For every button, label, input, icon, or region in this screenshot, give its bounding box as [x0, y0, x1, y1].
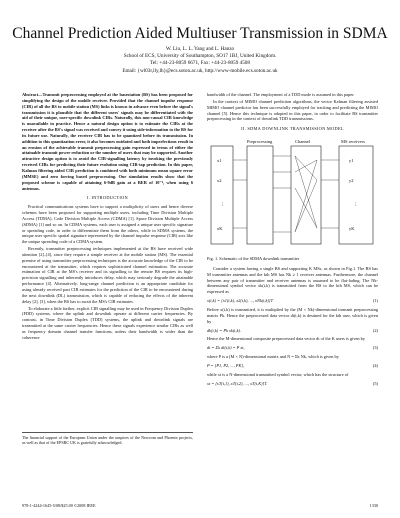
- page-footer: [22, 503, 378, 508]
- equation-number: (3): [372, 345, 378, 351]
- equation-body: xt = [xT(t,1), xT(t,2), ..., xT(t,K)]T.: [207, 380, 268, 386]
- equation-body: P = [P1, P2, ..., PK],: [207, 362, 245, 368]
- right-column: [207, 92, 378, 389]
- affiliation: School of ECS, University of Southampton, SO17 1BJ, United Kingdom.: [123, 53, 277, 60]
- intro-paragraph: Practical communications systems have to support a multiplicity of users and hence diverse schemes have been proposed for supporting multiple users, including Time Division Multiple Access (TDMA), Code Division Multiple Access (CDMA) [1], Space Division Multiple Access (SDMA) [1] and so on. In CDMA systems, each user is assigned a unique user specific signature or spreading code, in order to differentiate them from the others, while in SDMA systems, the unique user specific spatial signature represented by the channel impulse response (CIR) acts like the unique spreading code of a CDMA system.: [22, 204, 193, 245]
- equation-body: x(t,k) = [x1(t,k), x2(t,k), ..., xNk(t,k)]T: [207, 298, 274, 304]
- equation-body: dk(t,k) = Pk xk(t,k).: [207, 327, 242, 333]
- contact: Tel: +44-23-8059 6671, Fax: +44-23-8059 4508: [149, 60, 250, 67]
- paper-title: Channel Prediction Aided Multiuser Transmission in SDMA: [12, 25, 388, 42]
- equation-5: [207, 381, 378, 387]
- equation-number: (5): [372, 380, 378, 386]
- fig-label-preprocessing: Preprocessing: [247, 139, 273, 145]
- equation-4: [207, 363, 378, 369]
- equation-number: (2): [372, 327, 378, 333]
- author-block: [0, 46, 400, 75]
- abstract: Abstract—Transmit preprocessing employed at the basestation (BS) has been proposed for simplifying the design of the mobile receiver. Provided that the channel impulse response (CIR) of all the BS to mobile station (MS) links is known in advance even before the signal's transmission it is plausible that the different users' signals may be differentiated with the aid of their unique, user-specific downlink CIRs. Naturally, this non-causal CIR knowledge is unavailable in practice. Hence a natural design option is to estimate the CIRs at the receiver after the BS's signal was received and convey it using side-information to the BS for its future use. Naturally, the receiver CIR has to be quantized before its transmission. In addition to this quantization error, it also becomes outdated and both imperfections result in an erosion of the achievable transmit preprocessing gain expressed in terms of either the attainable transmit power reduction or the number of users that may be supported. Another attractive design option is to avoid the CIR-signalling latency by invoking the previously received CIRs for predicting their future evolution using CIR-tap prediction. In this paper, Kalman filtering aided CIR prediction is combined with both minimum mean square error (MMSE) and zero forcing based preprocessing. Our simulation results show that the proposed scheme is capable of attaining 6-9dB gain at a BER of 10⁻⁴, when using 6 antennas.: [22, 92, 193, 191]
- footer-copyright: 978-1-4244-1645-5/08/$25.00 ©2008 IEEE: [22, 503, 96, 508]
- body-paragraph: where P is a (M × N)-dimensional matrix and N = Σk Nk, which is given by: [207, 354, 339, 360]
- fig-input-label: x2: [217, 178, 222, 184]
- body-paragraph: while xt is a N-dimensional transmitted symbol vector, which has the structure of: [207, 371, 349, 377]
- fig-input-label: x1: [217, 158, 222, 164]
- intro-paragraph: To elaborate a little further, explicit CIR signalling may be used in Frequency Division Duplex (FDD) systems, where the uplink and downlink operate at different carrier frequencies. By contrast, in Time Division Duplex (TDD) systems, the uplink and downlink signals are transmitted at the same carrier frequencies. Hence these signals experience similar CIRs as well as frequency domain channel transfer functions, unless their bandwidth is wider than the coherence: [22, 305, 193, 340]
- footnote: The financial support of the European Union under the auspices of the Newcom and Phoenix projects, as well as that of the EPSRC UK is gratefully acknowledged.: [22, 432, 193, 446]
- equation-3: [207, 345, 378, 351]
- body-paragraph: Consider a system having a single BS and supporting K MSs, as shown in Fig.1. The BS has M transmitter antennas and the kth MS has Nk ≥ 1 receiver antennas. Furthermore, the channel between any pair of transmitter and receiver antennas is assumed to be flat-fading. The Nk-dimensional symbol vector xk(t,k) is transmitted from the BS to the kth MS, which can be expressed as: [207, 265, 378, 295]
- sdma-schematic: [207, 136, 378, 254]
- equation-number: (4): [372, 362, 378, 368]
- svg-text:⋮: ⋮: [353, 202, 358, 208]
- figure-caption: Fig. 1. Schematic of the SDMA downlink transmitter: [207, 256, 300, 262]
- fig-input-label: xK: [217, 226, 223, 232]
- body-paragraph: bandwidth of the channel. The employment of a TDD mode is assumed in this paper.: [207, 92, 355, 97]
- section-heading-introduction: I. INTRODUCTION: [87, 195, 128, 201]
- equation-1: [207, 298, 378, 304]
- fig-output-label: y2: [349, 178, 354, 184]
- intro-paragraph: Recently, transmitter preprocessing techniques implemented at the BS have received wide attention [2]–[4], since they require a simple receiver at the mobile station (MS). The essential premise of using transmitter preprocessing techniques is the accurate knowledge of the CIR to be encountered at the transmitter, which requires sophisticated channel estimation. The accurate estimation of CIR at the MS's receiver and its signalling to the remote BS requires its high-precision signalling and inherently introduces delay, which may seriously degrade the attainable performance [4]. Alternatively, long-range channel prediction is an appropriate candidate for using already received past CIR estimates for the prediction of the CIR to be encountered during the next downlink (DL) transmission, which is capable of reducing the effects of the inherent delay [2], [3], when the BS has to await the MS's CIR estimates.: [22, 246, 193, 304]
- body-paragraph: In the context of MIMO channel prediction algorithms, the vector Kalman filtering assisted MIMO channel predictor has been successfully employed for tracking and predicting the MIMO channel [5]. Hence this technique is adopted in this paper, in order to facilitate BS transmitter preprocessing in the context of downlink TDD transmissions.: [207, 98, 378, 122]
- equation-body: dt = Σk dt(t,k) = P xt,: [207, 345, 245, 351]
- svg-text:⋮: ⋮: [220, 202, 225, 208]
- equation-number: (1): [372, 298, 378, 304]
- figure-1: [207, 136, 378, 254]
- body-paragraph: Hence the M-dimensional composite preprocessed data vector dt of the K users is given by: [207, 336, 366, 342]
- equation-2: [207, 328, 378, 334]
- authors: W. Liu, L. L. Yang and L. Hanzo: [165, 46, 235, 52]
- fig-output-label: yK: [349, 226, 355, 232]
- receiver-block: [339, 146, 373, 244]
- email: Email: {wl03r,lly,lh}@ecs.soton.ac.uk, http://www-mobile.ecs.soton.ac.uk: [122, 67, 278, 74]
- body-paragraph: Before x(t,k) is transmitted, it is multiplied by the (M × Nk)-dimensional transmit preprocessing matrix Pk. Hence the preprocessed data vector dt(t,k) is destined for the kth user, which is given by: [207, 306, 378, 324]
- section-heading-model: II. SDMA DOWNLINK TRANSMISSION MODEL: [241, 126, 344, 132]
- left-column: [22, 92, 193, 342]
- channel-block: [291, 146, 321, 244]
- fig-output-label: y1: [349, 158, 354, 164]
- fig-label-receivers: MS receivers: [341, 139, 365, 145]
- page-number: 1330: [369, 503, 378, 508]
- fig-label-channel: Channel: [295, 139, 310, 145]
- preprocessing-block: [247, 146, 273, 244]
